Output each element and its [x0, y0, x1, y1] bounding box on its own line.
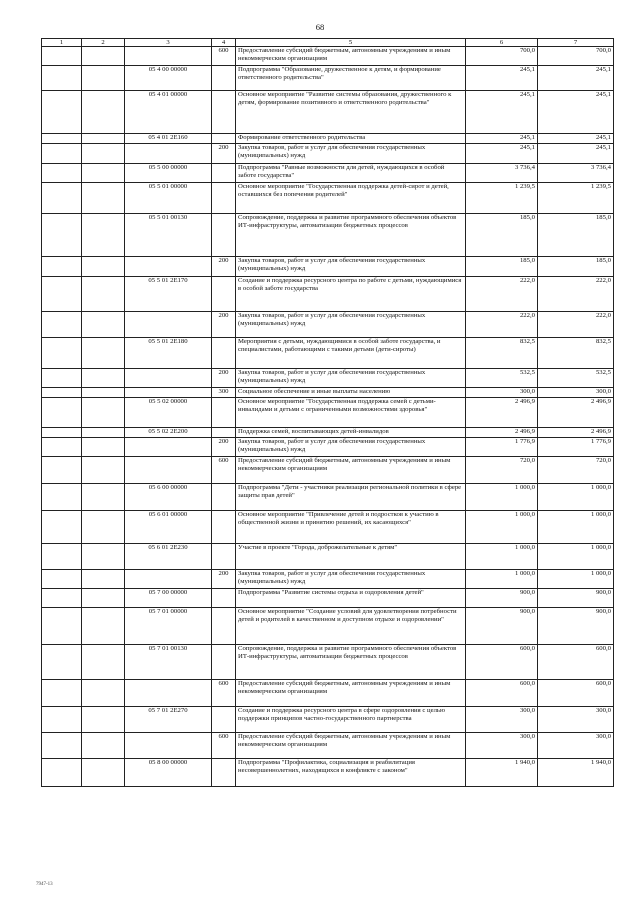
expense-type-cell	[212, 544, 236, 570]
target-code-cell	[125, 388, 212, 398]
target-code-cell	[125, 680, 212, 707]
section-cell	[42, 645, 82, 680]
item-name-cell: Сопровождение, поддержка и развитие программного обеспечения объектов ИТ-инфраструктуры, автоматизации бюджетных процессов	[236, 214, 466, 257]
amount-col7-cell: 185,0	[538, 257, 614, 277]
item-name-cell: Основное мероприятие "Привлечение детей и подростков к участию в общественной жизни и принятию решений, их касающихся"	[236, 511, 466, 544]
item-name-cell: Основное мероприятие "Государственная поддержка детей-сирот и детей, оставшихся без попечения родителей"	[236, 183, 466, 214]
section-cell	[42, 312, 82, 338]
subsection-cell	[82, 47, 125, 66]
amount-col6-cell: 185,0	[466, 214, 538, 257]
target-code-cell: 05 5 01 00000	[125, 183, 212, 214]
target-code-cell: 05 6 01 00000	[125, 511, 212, 544]
amount-col6-cell: 300,0	[466, 707, 538, 733]
section-cell	[42, 544, 82, 570]
section-cell	[42, 759, 82, 787]
expense-type-cell	[212, 164, 236, 183]
target-code-cell: 05 7 00 00000	[125, 589, 212, 608]
expense-type-cell: 600	[212, 47, 236, 66]
item-name-cell: Поддержка семей, воспитывающих детей-инвалидов	[236, 428, 466, 438]
item-name-cell: Предоставление субсидий бюджетным, автономным учреждениям и иным некоммерческим организациям	[236, 457, 466, 484]
item-name-cell: Закупка товаров, работ и услуг для обеспечения государственных (муниципальных) нужд	[236, 257, 466, 277]
expense-type-cell: 200	[212, 144, 236, 164]
amount-col6-cell: 245,1	[466, 134, 538, 144]
amount-col6-cell: 2 496,9	[466, 398, 538, 428]
section-cell	[42, 338, 82, 369]
amount-col7-cell: 720,0	[538, 457, 614, 484]
amount-col7-cell: 600,0	[538, 645, 614, 680]
table-row	[42, 589, 614, 608]
target-code-cell: 05 7 01 2E270	[125, 707, 212, 733]
table-row	[42, 144, 614, 164]
item-name-cell: Мероприятия с детьми, нуждающимися в особой заботе государства, и специалистами, работающими с такими детьми (дети-сироты)	[236, 338, 466, 369]
table-row	[42, 570, 614, 589]
amount-col7-cell: 1 000,0	[538, 484, 614, 511]
amount-col7-cell: 1 940,0	[538, 759, 614, 787]
subsection-cell	[82, 144, 125, 164]
table-row	[42, 484, 614, 511]
amount-col6-cell: 245,1	[466, 91, 538, 134]
amount-col6-cell: 532,5	[466, 369, 538, 388]
subsection-cell	[82, 589, 125, 608]
amount-col6-cell: 2 496,9	[466, 428, 538, 438]
table-row	[42, 388, 614, 398]
subsection-cell	[82, 457, 125, 484]
amount-col6-cell: 300,0	[466, 733, 538, 759]
table-row	[42, 645, 614, 680]
amount-col6-cell: 832,5	[466, 338, 538, 369]
amount-col7-cell: 300,0	[538, 707, 614, 733]
table-row	[42, 91, 614, 134]
amount-col7-cell: 300,0	[538, 388, 614, 398]
amount-col6-cell: 3 736,4	[466, 164, 538, 183]
subsection-cell	[82, 733, 125, 759]
amount-col6-cell: 900,0	[466, 608, 538, 645]
section-cell	[42, 144, 82, 164]
amount-col7-cell: 245,1	[538, 66, 614, 91]
expense-type-cell: 200	[212, 312, 236, 338]
target-code-cell: 05 5 01 2E170	[125, 277, 212, 312]
section-cell	[42, 214, 82, 257]
subsection-cell	[82, 338, 125, 369]
expense-type-cell	[212, 66, 236, 91]
table-row	[42, 47, 614, 66]
expense-type-cell	[212, 91, 236, 134]
amount-col7-cell: 1 000,0	[538, 511, 614, 544]
header-col-5: 5	[236, 39, 466, 47]
subsection-cell	[82, 759, 125, 787]
amount-col7-cell: 222,0	[538, 312, 614, 338]
table-row	[42, 183, 614, 214]
item-name-cell: Закупка товаров, работ и услуг для обеспечения государственных (муниципальных) нужд	[236, 438, 466, 457]
amount-col7-cell: 222,0	[538, 277, 614, 312]
amount-col7-cell: 900,0	[538, 589, 614, 608]
table-row	[42, 457, 614, 484]
amount-col6-cell: 1 000,0	[466, 570, 538, 589]
amount-col7-cell: 2 496,9	[538, 428, 614, 438]
section-cell	[42, 570, 82, 589]
amount-col7-cell: 832,5	[538, 338, 614, 369]
section-cell	[42, 369, 82, 388]
subsection-cell	[82, 388, 125, 398]
expense-type-cell	[212, 134, 236, 144]
subsection-cell	[82, 645, 125, 680]
subsection-cell	[82, 312, 125, 338]
subsection-cell	[82, 428, 125, 438]
target-code-cell	[125, 144, 212, 164]
section-cell	[42, 388, 82, 398]
target-code-cell: 05 5 00 00000	[125, 164, 212, 183]
item-name-cell: Предоставление субсидий бюджетным, автономным учреждениям и иным некоммерческим организациям	[236, 680, 466, 707]
expense-type-cell	[212, 484, 236, 511]
subsection-cell	[82, 277, 125, 312]
expense-type-cell	[212, 214, 236, 257]
amount-col6-cell: 222,0	[466, 277, 538, 312]
amount-col7-cell: 1 000,0	[538, 570, 614, 589]
footer-code: 7947-13	[36, 882, 53, 887]
item-name-cell: Подпрограмма "Равные возможности для детей, нуждающихся в особой заботе государства"	[236, 164, 466, 183]
table-row	[42, 66, 614, 91]
amount-col6-cell: 720,0	[466, 457, 538, 484]
target-code-cell	[125, 457, 212, 484]
expense-type-cell: 600	[212, 680, 236, 707]
header-row	[42, 39, 614, 47]
header-col-7: 7	[538, 39, 614, 47]
section-cell	[42, 66, 82, 91]
expense-type-cell: 200	[212, 438, 236, 457]
amount-col7-cell: 1 239,5	[538, 183, 614, 214]
subsection-cell	[82, 484, 125, 511]
expense-type-cell	[212, 608, 236, 645]
section-cell	[42, 277, 82, 312]
amount-col6-cell: 245,1	[466, 144, 538, 164]
amount-col7-cell: 1 776,9	[538, 438, 614, 457]
section-cell	[42, 134, 82, 144]
expense-type-cell: 600	[212, 457, 236, 484]
amount-col7-cell: 2 496,9	[538, 398, 614, 428]
item-name-cell: Подпрограмма "Дети - участники реализации региональной политики в сфере защиты прав детей"	[236, 484, 466, 511]
target-code-cell: 05 5 01 00130	[125, 214, 212, 257]
header-col-4: 4	[212, 39, 236, 47]
expense-type-cell	[212, 707, 236, 733]
subsection-cell	[82, 91, 125, 134]
page-number: 68	[315, 22, 325, 32]
table-row	[42, 214, 614, 257]
table-row	[42, 134, 614, 144]
amount-col6-cell: 700,0	[466, 47, 538, 66]
target-code-cell	[125, 570, 212, 589]
target-code-cell: 05 7 01 00000	[125, 608, 212, 645]
subsection-cell	[82, 257, 125, 277]
amount-col7-cell: 900,0	[538, 608, 614, 645]
expense-type-cell	[212, 338, 236, 369]
target-code-cell: 05 4 01 2E160	[125, 134, 212, 144]
item-name-cell: Социальное обеспечение и иные выплаты населению	[236, 388, 466, 398]
amount-col6-cell: 600,0	[466, 645, 538, 680]
section-cell	[42, 91, 82, 134]
target-code-cell: 05 4 00 00000	[125, 66, 212, 91]
table-row	[42, 312, 614, 338]
item-name-cell: Предоставление субсидий бюджетным, автономным учреждениям и иным некоммерческим организациям	[236, 733, 466, 759]
subsection-cell	[82, 680, 125, 707]
header-col-3: 3	[125, 39, 212, 47]
item-name-cell: Основное мероприятие "Развитие системы образования, дружественного к детям, формирование позитивного и ответственного родительства"	[236, 91, 466, 134]
item-name-cell: Предоставление субсидий бюджетным, автономным учреждениям и иным некоммерческим организациям	[236, 47, 466, 66]
table-row	[42, 398, 614, 428]
section-cell	[42, 47, 82, 66]
amount-col7-cell: 185,0	[538, 214, 614, 257]
expense-type-cell	[212, 277, 236, 312]
table-row	[42, 733, 614, 759]
subsection-cell	[82, 214, 125, 257]
expense-type-cell: 200	[212, 570, 236, 589]
table-row	[42, 438, 614, 457]
item-name-cell: Основное мероприятие "Создание условий для удовлетворения потребности детей и родителей в качественном и доступном отдыхе и оздоровлении"	[236, 608, 466, 645]
item-name-cell: Создание и поддержка ресурсного центра по работе с детьми, нуждающимися в особой заботе государства	[236, 277, 466, 312]
section-cell	[42, 680, 82, 707]
item-name-cell: Подпрограмма "Образование, дружественное к детям, и формирование ответственного родительства"	[236, 66, 466, 91]
subsection-cell	[82, 134, 125, 144]
subsection-cell	[82, 164, 125, 183]
section-cell	[42, 164, 82, 183]
subsection-cell	[82, 398, 125, 428]
header-col-2: 2	[82, 39, 125, 47]
section-cell	[42, 428, 82, 438]
section-cell	[42, 257, 82, 277]
target-code-cell	[125, 312, 212, 338]
section-cell	[42, 511, 82, 544]
target-code-cell: 05 6 01 2E230	[125, 544, 212, 570]
amount-col7-cell: 3 736,4	[538, 164, 614, 183]
table-row	[42, 369, 614, 388]
amount-col6-cell: 185,0	[466, 257, 538, 277]
expense-type-cell	[212, 183, 236, 214]
table-row	[42, 164, 614, 183]
amount-col7-cell: 245,1	[538, 144, 614, 164]
amount-col7-cell: 532,5	[538, 369, 614, 388]
subsection-cell	[82, 183, 125, 214]
item-name-cell: Подпрограмма "Развитие системы отдыха и оздоровления детей"	[236, 589, 466, 608]
item-name-cell: Закупка товаров, работ и услуг для обеспечения государственных (муниципальных) нужд	[236, 369, 466, 388]
table-row	[42, 544, 614, 570]
amount-col6-cell: 1 000,0	[466, 544, 538, 570]
item-name-cell: Закупка товаров, работ и услуг для обеспечения государственных (муниципальных) нужд	[236, 144, 466, 164]
item-name-cell: Закупка товаров, работ и услуг для обеспечения государственных (муниципальных) нужд	[236, 570, 466, 589]
table-row	[42, 759, 614, 787]
amount-col6-cell: 900,0	[466, 589, 538, 608]
amount-col6-cell: 1 940,0	[466, 759, 538, 787]
table-row	[42, 277, 614, 312]
item-name-cell: Участие в проекте "Города, доброжелательные к детям"	[236, 544, 466, 570]
target-code-cell: 05 5 02 00000	[125, 398, 212, 428]
expense-type-cell	[212, 428, 236, 438]
item-name-cell: Основное мероприятие "Государственная поддержка семей с детьми-инвалидами и детьми с ограниченными возможностями здоровья"	[236, 398, 466, 428]
amount-col7-cell: 245,1	[538, 134, 614, 144]
section-cell	[42, 707, 82, 733]
expense-type-cell: 600	[212, 733, 236, 759]
target-code-cell: 05 6 00 00000	[125, 484, 212, 511]
section-cell	[42, 608, 82, 645]
subsection-cell	[82, 608, 125, 645]
target-code-cell	[125, 47, 212, 66]
expense-type-cell	[212, 398, 236, 428]
amount-col7-cell: 245,1	[538, 91, 614, 134]
section-cell	[42, 484, 82, 511]
subsection-cell	[82, 707, 125, 733]
subsection-cell	[82, 570, 125, 589]
item-name-cell: Закупка товаров, работ и услуг для обеспечения государственных (муниципальных) нужд	[236, 312, 466, 338]
item-name-cell: Создание и поддержка ресурсного центра в сфере оздоровления с целью поддержки принципов частно-государственного партнерства	[236, 707, 466, 733]
table-row	[42, 338, 614, 369]
subsection-cell	[82, 438, 125, 457]
section-cell	[42, 589, 82, 608]
expense-type-cell	[212, 589, 236, 608]
table-row	[42, 608, 614, 645]
item-name-cell: Подпрограмма "Профилактика, социализация и реабилитация несовершеннолетних, находящихся в конфликте с законом"	[236, 759, 466, 787]
target-code-cell: 05 8 00 00000	[125, 759, 212, 787]
header-col-6: 6	[466, 39, 538, 47]
item-name-cell: Формирование ответственного родительства	[236, 134, 466, 144]
amount-col7-cell: 700,0	[538, 47, 614, 66]
amount-col6-cell: 300,0	[466, 388, 538, 398]
subsection-cell	[82, 511, 125, 544]
table-row	[42, 428, 614, 438]
section-cell	[42, 438, 82, 457]
subsection-cell	[82, 544, 125, 570]
subsection-cell	[82, 66, 125, 91]
target-code-cell	[125, 733, 212, 759]
amount-col6-cell: 1 776,9	[466, 438, 538, 457]
expense-type-cell: 300	[212, 388, 236, 398]
target-code-cell: 05 7 01 00130	[125, 645, 212, 680]
subsection-cell	[82, 369, 125, 388]
table-row	[42, 680, 614, 707]
expense-type-cell: 200	[212, 369, 236, 388]
target-code-cell	[125, 438, 212, 457]
amount-col6-cell: 222,0	[466, 312, 538, 338]
section-cell	[42, 183, 82, 214]
expense-type-cell	[212, 645, 236, 680]
target-code-cell: 05 5 02 2E200	[125, 428, 212, 438]
amount-col7-cell: 600,0	[538, 680, 614, 707]
table-row	[42, 257, 614, 277]
expense-type-cell	[212, 511, 236, 544]
expense-type-cell	[212, 759, 236, 787]
section-cell	[42, 733, 82, 759]
amount-col6-cell: 1 000,0	[466, 484, 538, 511]
target-code-cell	[125, 257, 212, 277]
amount-col6-cell: 245,1	[466, 66, 538, 91]
target-code-cell: 05 4 01 00000	[125, 91, 212, 134]
target-code-cell: 05 5 01 2E180	[125, 338, 212, 369]
amount-col7-cell: 300,0	[538, 733, 614, 759]
item-name-cell: Сопровождение, поддержка и развитие программного обеспечения объектов ИТ-инфраструктуры, автоматизации бюджетных процессов	[236, 645, 466, 680]
amount-col6-cell: 1 239,5	[466, 183, 538, 214]
budget-table	[41, 38, 614, 787]
header-col-1: 1	[42, 39, 82, 47]
section-cell	[42, 457, 82, 484]
amount-col6-cell: 600,0	[466, 680, 538, 707]
amount-col6-cell: 1 000,0	[466, 511, 538, 544]
expense-type-cell: 200	[212, 257, 236, 277]
table-row	[42, 707, 614, 733]
target-code-cell	[125, 369, 212, 388]
table-row	[42, 511, 614, 544]
section-cell	[42, 398, 82, 428]
amount-col7-cell: 1 000,0	[538, 544, 614, 570]
